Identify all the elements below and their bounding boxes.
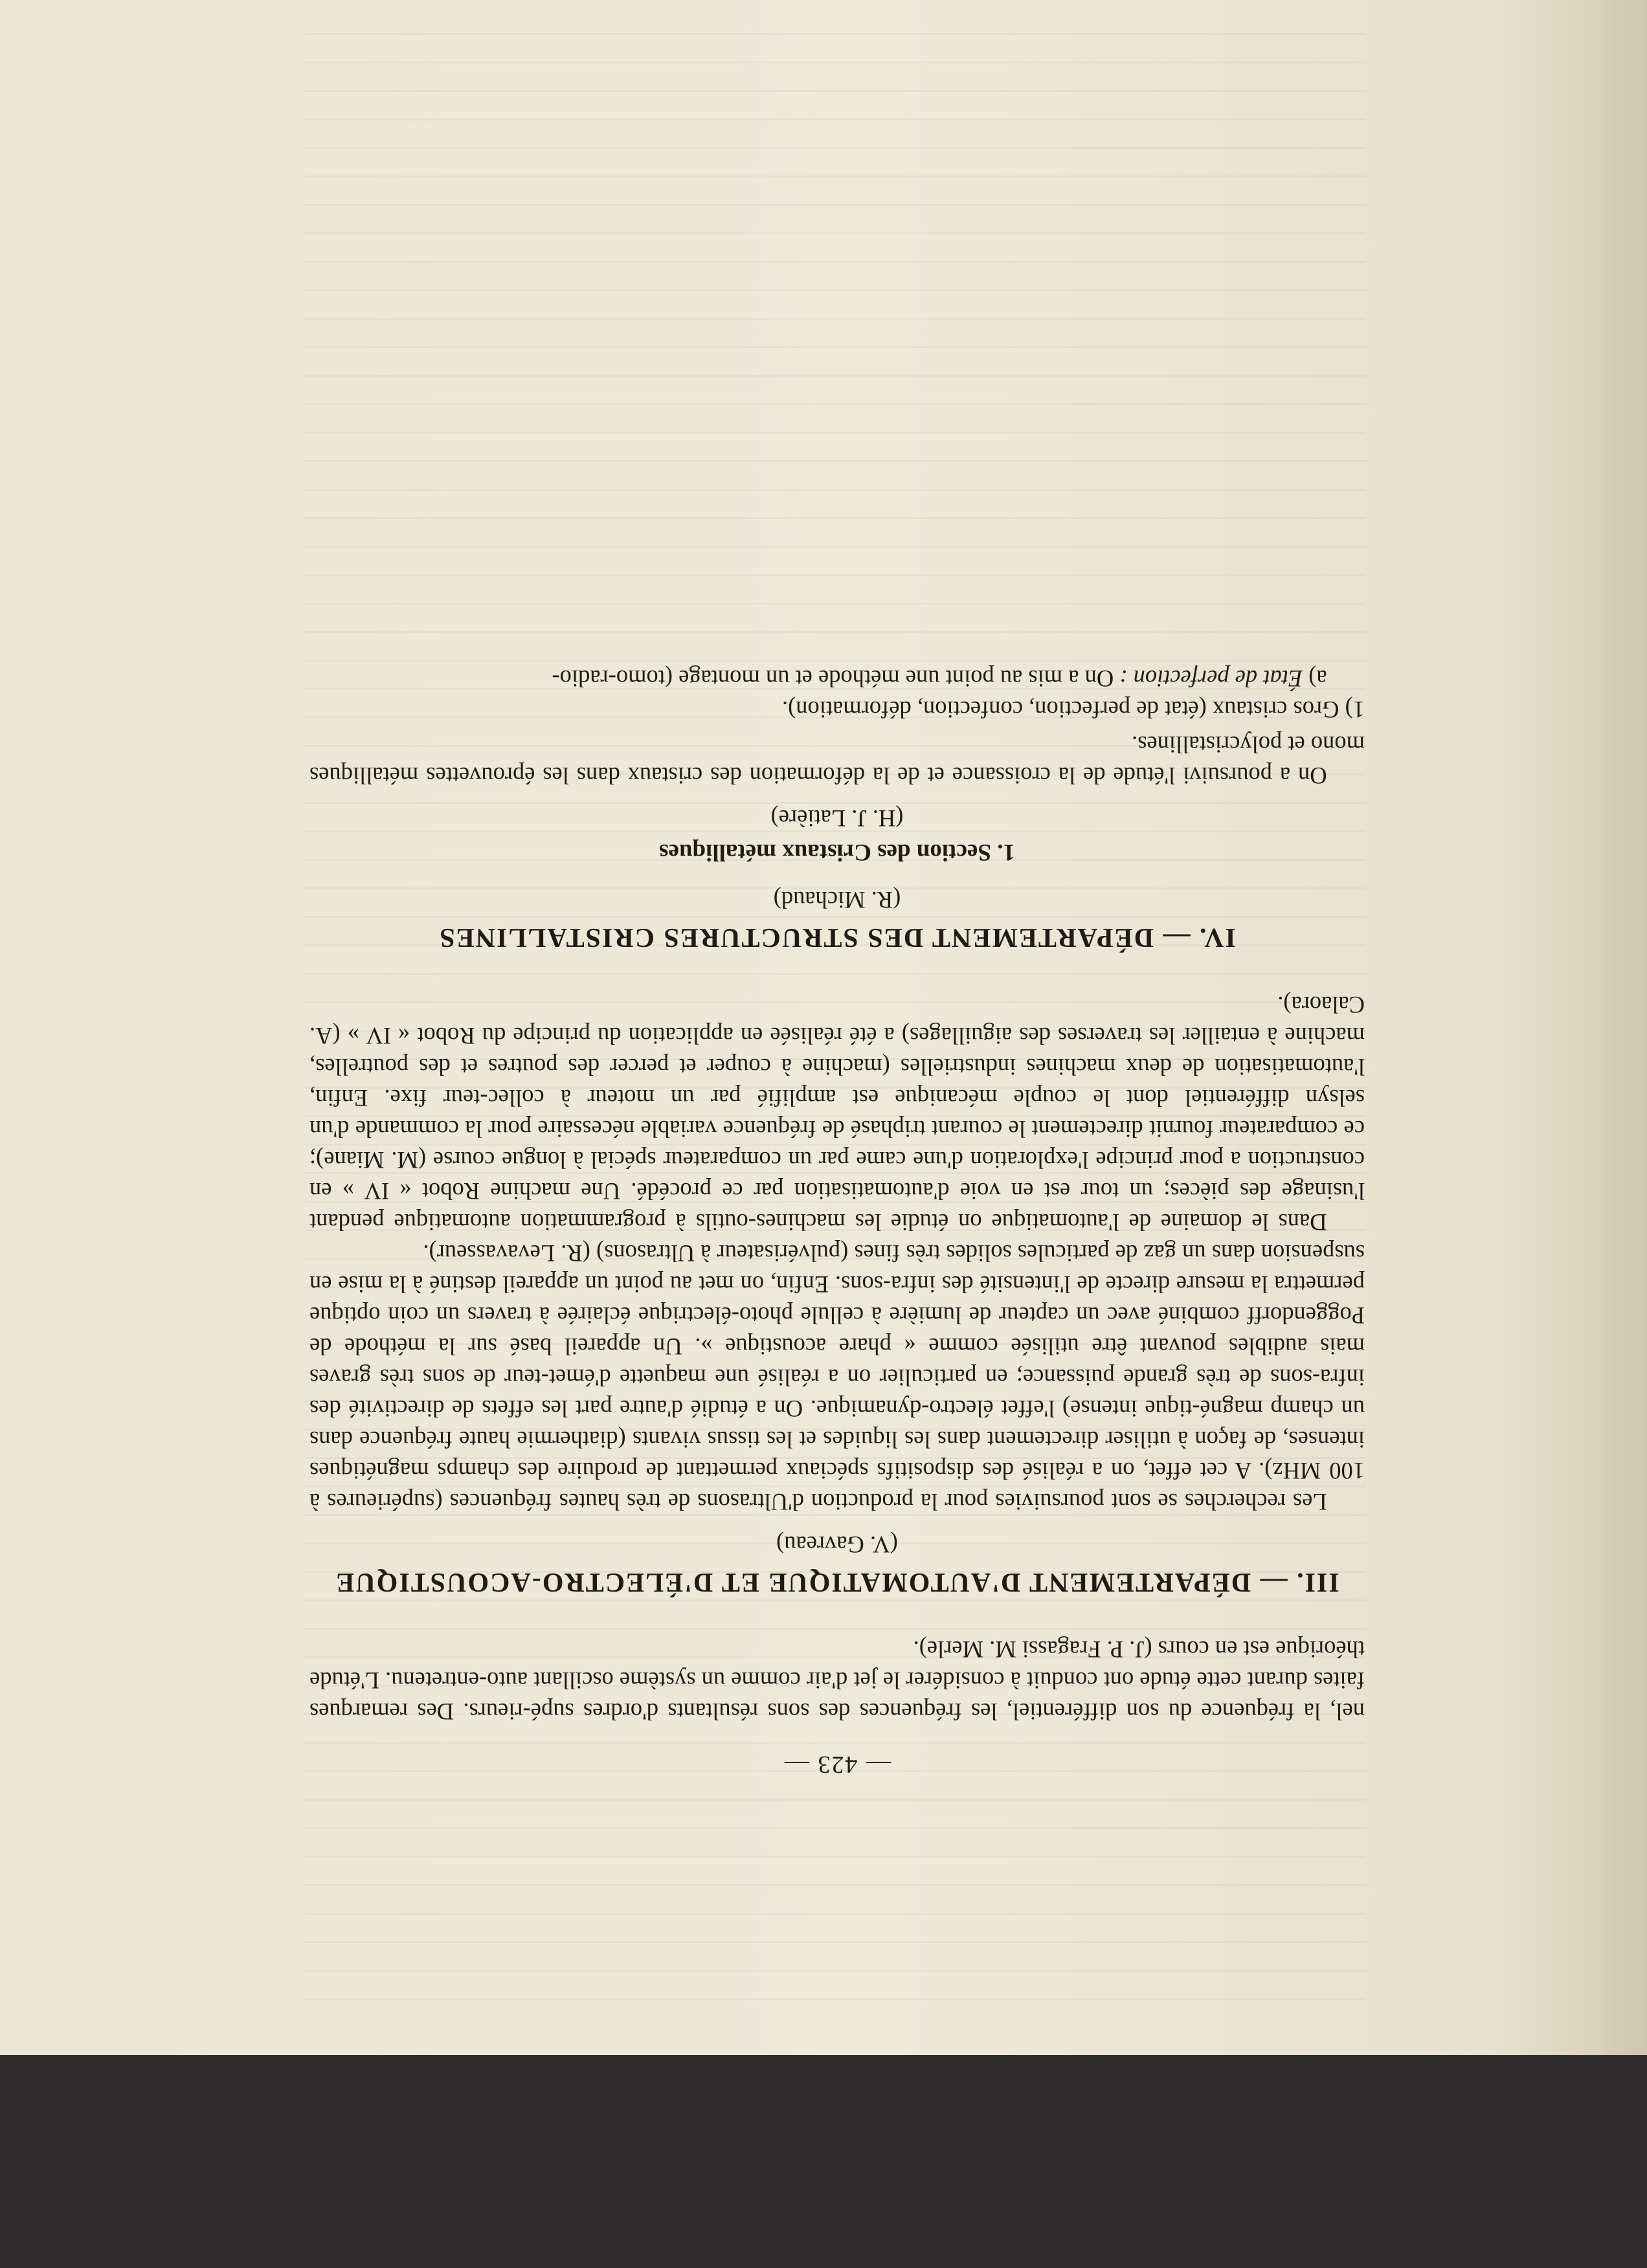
paper-edge <box>1599 0 1647 2055</box>
item-a-prefix: a) <box>1308 665 1327 692</box>
section-iii-heading: III. — DÉPARTEMENT D'AUTOMATIQUE ET D'ÉLECTRO-ACOUSTIQUE <box>335 1567 1339 1597</box>
page-number: — 423 — <box>783 1751 891 1778</box>
section-iv-heading: IV. — DÉPARTEMENT DES STRUCTURES CRISTALLINES <box>438 922 1236 952</box>
page-text-block-upside-down <box>309 233 1365 1780</box>
opening-paragraph: nel, la fréquence du son différentiel, les fréquences des sons résultants d'ordres supé-rieurs. Des remarques faites durant cette étude ont conduit à considérer le jet d'air comme un système oscillant auto-entretenu. L'étude théorique est en cours (J. P. Fragassi M. Merle). <box>309 1636 1365 1725</box>
subsection-1-item-1: 1) Gros cristaux (état de perfection, confection, déformation). <box>782 696 1365 723</box>
subsection-1-item-a <box>309 663 1365 694</box>
section-iv-author: (R. Michaud) <box>773 887 901 913</box>
section-iii-author: (V. Gavreau) <box>776 1531 898 1558</box>
section-iii-paragraph-ultrasound: Les recherches se sont poursuivies pour la production d'Ultrasons de très hautes fréquences (supérieures à 100 MHz). A cet effet, on a réalisé des dispositifs spéciaux permettant de produire des champs magnétiques intenses, de façon à utiliser directement dans les liquides et les tissus vivants (diathermie haute fréquence dans un champ magné-tique intense) l'effet électro-dynamique. On a étudié d'autre part les effets de directivité des infra-sons de très grande puissance; en particulier on a réalisé une maquette d'émet-teur de sons très graves mais audibles pouvant être utilisée comme « phare acoustique ». Un appareil basé sur la méthode de Poggendorff combiné avec un capteur de lumière à cellule photo-électrique éclairée à travers un coin optique permettra la mesure directe de l'intensité des infra-sons. Enfin, on met au point un appareil destiné à la mise en suspension dans un gaz de particules solides très fines (pulvérisateur à Ultrasons) (R. Levavasseur). <box>309 1240 1365 1515</box>
subsection-1-heading: 1. Section des Cristaux métalliques <box>659 839 1015 865</box>
subsection-1-author: (H. J. Latière) <box>770 805 904 832</box>
item-a-label: État de perfection : <box>1119 665 1303 692</box>
item-a-text: On a mis au point une méthode et un montage (tomo-radio- <box>552 665 1114 692</box>
subsection-1-paragraph: On a poursuivi l'étude de la croissance et de la déformation des cristaux dans les éprouvettes métalliques mono et polycristallines. <box>309 731 1365 789</box>
section-iii-paragraph-automation: Dans le domaine de l'automatique on étudie les machines-outils à programmation automatique pendant l'usinage des pièces; un tour est en voie d'automatisation par ce procédé. Une machine Robot « IV » en construction a pour principe l'exploration d'une came par un comparateur spécial à longue course (M. Miane); ce comparateur fournit directement le courant triphasé de fréquence variable nécessaire pour la commande d'un selsyn différentiel dont le couple mécanique est amplifié par un moteur à collec-teur fixe. Enfin, l'automatisation de deux machines industrielles (machine à couper et percer des poutres et des poutrelles, machine à entailler les traverses des aiguillages) a été réalisée en application du principe du Robot « IV » (A. Calaora). <box>309 992 1365 1236</box>
